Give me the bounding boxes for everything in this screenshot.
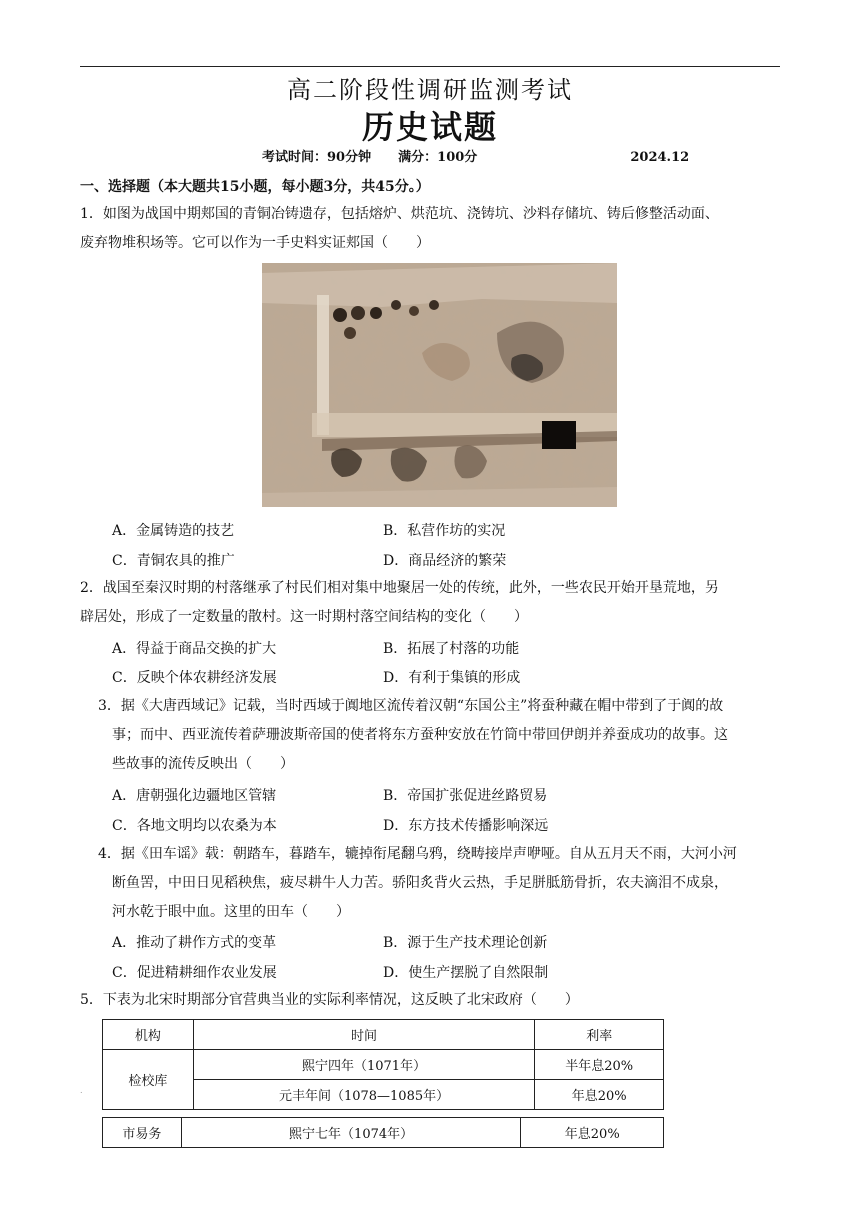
- question-text: 1．如图为战国中期郏国的青铜冶铸遗存，包括熔炉、烘范坑、浇铸坑、沙料存储坑、铸后修整活动面、: [80, 206, 719, 222]
- q4-option-a: A．推动了耕作方式的变革: [112, 935, 277, 951]
- table-header-row: [103, 1020, 664, 1050]
- table-cell-rate: 年息20%: [521, 1118, 664, 1148]
- question-text: 事；而中、西亚流传着萨珊波斯帝国的使者将东方蚕种安放在竹筒中带回伊朗并养蚕成功的故事。这: [112, 727, 728, 743]
- q4-option-c: C．促进精耕细作农业发展: [112, 965, 277, 981]
- stray-mark: .: [80, 1086, 83, 1095]
- question-text: 5．下表为北宋时期部分官营典当业的实际利率情况，这反映了北宋政府（ ）: [80, 992, 579, 1008]
- q3-option-c: C．各地文明均以农桑为本: [112, 818, 277, 834]
- table-cell-org: 检校库: [103, 1050, 194, 1110]
- q1-option-c: C．青铜农具的推广: [112, 553, 235, 569]
- header-rule: [80, 66, 780, 67]
- q2-option-a: A．得益于商品交换的扩大: [112, 641, 277, 657]
- table-cell-org: 市易务: [103, 1118, 182, 1148]
- table-cell-rate: 半年息20%: [535, 1050, 664, 1080]
- interest-rate-table-2: [102, 1117, 664, 1148]
- table-cell-rate: 年息20%: [535, 1080, 664, 1110]
- question-4: [98, 840, 778, 927]
- question-5: [80, 986, 780, 1015]
- question-text: 辟居处，形成了一定数量的散村。这一时期村落空间结构的变化（ ）: [80, 609, 528, 625]
- table-row: [103, 1050, 664, 1080]
- q3-option-b: B．帝国扩张促进丝路贸易: [383, 788, 548, 804]
- q1-option-d: D．商品经济的繁荣: [383, 553, 507, 569]
- exam-time: 考试时间：90分钟: [262, 150, 372, 165]
- q2-option-d: D．有利于集镇的形成: [383, 670, 521, 686]
- exam-date: 2024.12: [630, 150, 690, 165]
- question-text: 2．战国至秦汉时期的村落继承了村民们相对集中地聚居一处的传统，此外，一些农民开始开垦荒地，另: [80, 580, 719, 596]
- question-text: 些故事的流传反映出（ ）: [112, 756, 294, 772]
- table-cell-time: 熙宁四年（1071年）: [193, 1050, 535, 1080]
- question-3: [98, 692, 778, 779]
- q2-option-c: C．反映个体农耕经济发展: [112, 670, 277, 686]
- table-cell-time: 元丰年间（1078—1085年）: [193, 1080, 535, 1110]
- q1-option-b: B．私营作坊的实况: [383, 523, 506, 539]
- table-header: 利率: [535, 1020, 664, 1050]
- q4-option-d: D．使生产摆脱了自然限制: [383, 965, 549, 981]
- q3-option-d: D．东方技术传播影响深远: [383, 818, 549, 834]
- q4-option-b: B．源于生产技术理论创新: [383, 935, 548, 951]
- interest-rate-table: [102, 1019, 664, 1110]
- question-text: 断鱼罟，中田日见稻秧焦，疲尽耕牛人力苦。骄阳炙背火云热，手足胼胝筋骨折，农夫滴泪不成泉，: [112, 875, 728, 891]
- table-cell-time: 熙宁七年（1074年）: [181, 1118, 521, 1148]
- table-header: 时间: [193, 1020, 535, 1050]
- question-text: 4．据《田车谣》载：朝踏车，暮踏车，辘掉衔尾翻乌鸦，绕畴接岸声咿哑。自从五月天不雨，大河小河: [98, 846, 737, 862]
- subject-title: 历史试题: [361, 108, 498, 146]
- q3-option-a: A．唐朝强化边疆地区管辖: [112, 788, 277, 804]
- table-row: [103, 1118, 664, 1148]
- question-text: 3．据《大唐西域记》记载，当时西域于阗地区流传着汉朝“东国公主”将蚕种藏在帽中带到了于阗的故: [98, 698, 724, 714]
- q1-option-a: A．金属铸造的技艺: [112, 523, 235, 539]
- table-header: 机构: [103, 1020, 194, 1050]
- question-text: 废弃物堆积场等。它可以作为一手史料实证郏国（ ）: [80, 235, 430, 251]
- section-heading: 一、选择题（本大题共15小题，每小题3分，共45分。）: [80, 179, 430, 195]
- question-1: [80, 200, 780, 258]
- exam-title: 高二阶段性调研监测考试: [287, 76, 573, 104]
- bronze-foundry-photo: [262, 263, 617, 507]
- question-text: 河水乾于眼中血。这里的田车（ ）: [112, 904, 350, 920]
- exam-score: 满分：100分: [398, 150, 478, 165]
- q2-option-b: B．拓展了村落的功能: [383, 641, 520, 657]
- exam-meta: [262, 146, 689, 165]
- question-2: [80, 574, 780, 632]
